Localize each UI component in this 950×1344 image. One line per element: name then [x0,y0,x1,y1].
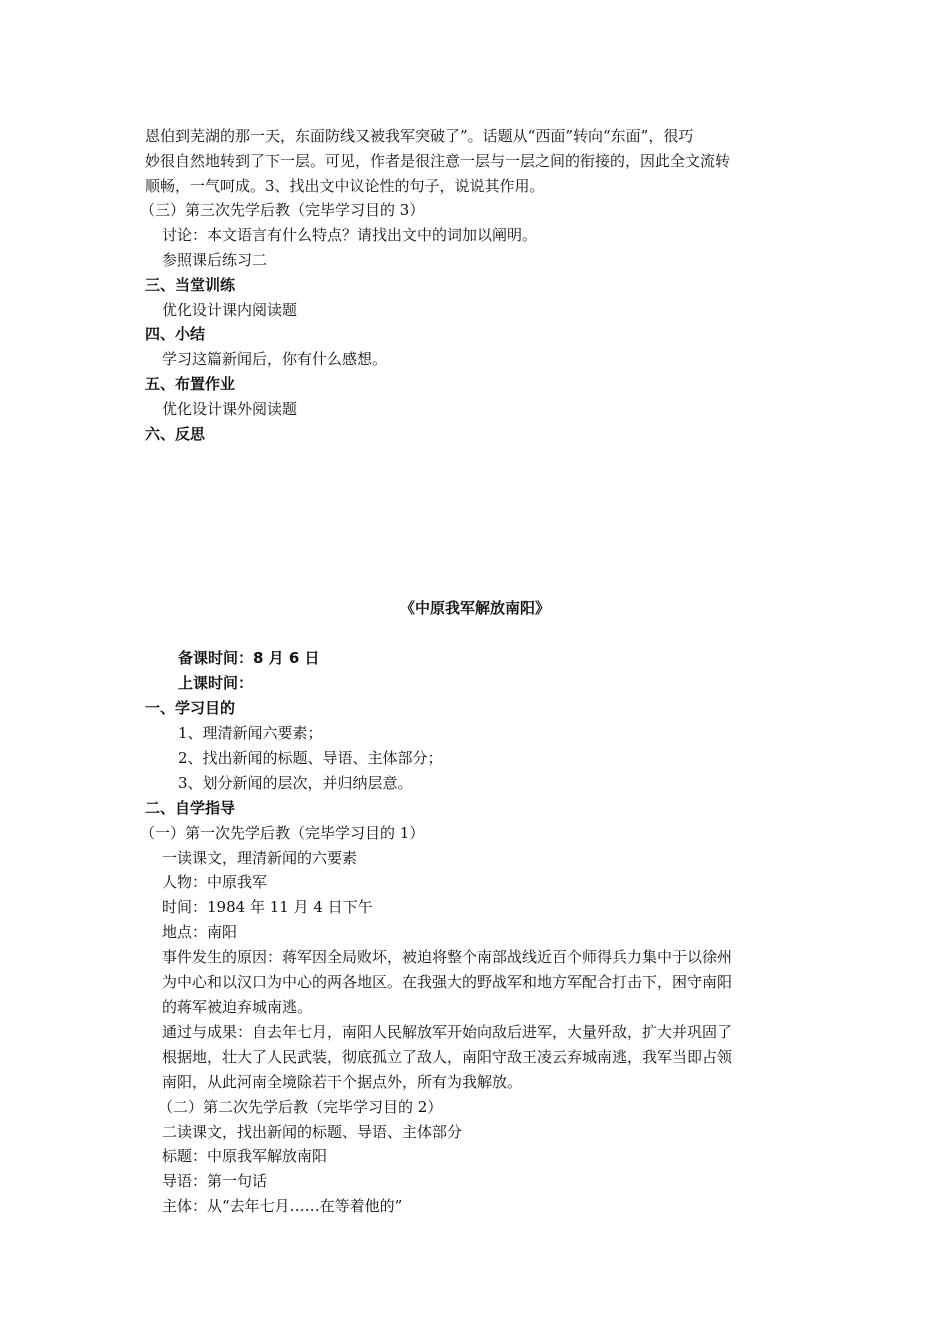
paragraph-line: 恩伯到芜湖的那一天，东面防线又被我军突破了”。话题从“西面”转向“东面”，很巧 [145,127,694,145]
element-process: 根据地，壮大了人民武装，彻底孤立了敌人，南阳守敌王凌云弃城南逃，我军当即占领 [162,1048,733,1066]
paragraph-line: 顺畅，一气呵成。3、找出文中议论性的句子，说说其作用。 [145,177,545,195]
section-text: 学习这篇新闻后，你有什么感想。 [162,350,388,368]
section-heading: 三、当堂训练 [145,276,236,294]
class-time: 上课时间： [178,674,254,692]
element-time: 时间：1984 年 11 月 4 日下午 [162,898,373,916]
section-subheading: （二）第二次先学后教（完毕学习目的 2） [158,1098,443,1116]
paragraph-line: 妙很自然地转到了下一层。可见，作者是很注意一层与一层之间的衔接的，因此全文流转 [145,152,731,170]
task-text: 一读课文，理清新闻的六要素 [162,849,358,867]
section-heading: 五、布置作业 [145,375,236,393]
element-cause: 为中心和以汉口为中心的两各地区。在我强大的野战军和地方军配合打击下，困守南阳 [162,973,733,991]
discussion-text: 讨论：本文语言有什么特点？请找出文中的词加以阐明。 [162,226,538,244]
element-cause: 的蒋军被迫弃城南逃。 [162,998,313,1016]
section-subheading: （三）第三次先学后教（完毕学习目的 3） [140,201,425,219]
element-process: 通过与成果：自去年七月，南阳人民解放军开始向敌后进军，大量歼敌，扩大并巩固了 [162,1023,733,1041]
lesson-title: 《中原我军解放南阳》 [399,599,550,617]
element-place: 地点：南阳 [162,923,238,941]
section-heading: 四、小结 [145,325,206,343]
reference-text: 参照课后练习二 [162,251,268,269]
goal-item: 3、划分新闻的层次，并归纳层意。 [178,774,413,792]
element-cause: 事件发生的原因：蒋军因全局败坏，被迫将整个南部战线近百个师得兵力集中于以徐州 [162,948,733,966]
section-heading: 六、反思 [145,425,206,443]
news-lead: 导语：第一句话 [162,1172,268,1190]
news-headline: 标题：中原我军解放南阳 [162,1147,328,1165]
prep-time: 备课时间：8 月 6 日 [178,649,320,667]
section-heading: 二、自学指导 [145,799,236,817]
section-text: 优化设计课内阅读题 [162,301,298,319]
section-heading: 一、学习目的 [145,699,236,717]
task-text: 二读课文，找出新闻的标题、导语、主体部分 [162,1123,463,1141]
goal-item: 1、理清新闻六要素； [178,724,323,742]
element-people: 人物：中原我军 [162,873,268,891]
goal-item: 2、找出新闻的标题、导语、主体部分； [178,749,443,767]
section-subheading: （一）第一次先学后教（完毕学习目的 1） [140,824,425,842]
news-body: 主体：从“去年七月……在等着他的” [162,1197,403,1215]
section-text: 优化设计课外阅读题 [162,400,298,418]
element-process: 南阳，从此河南全境除若干个据点外，所有为我解放。 [162,1073,523,1091]
